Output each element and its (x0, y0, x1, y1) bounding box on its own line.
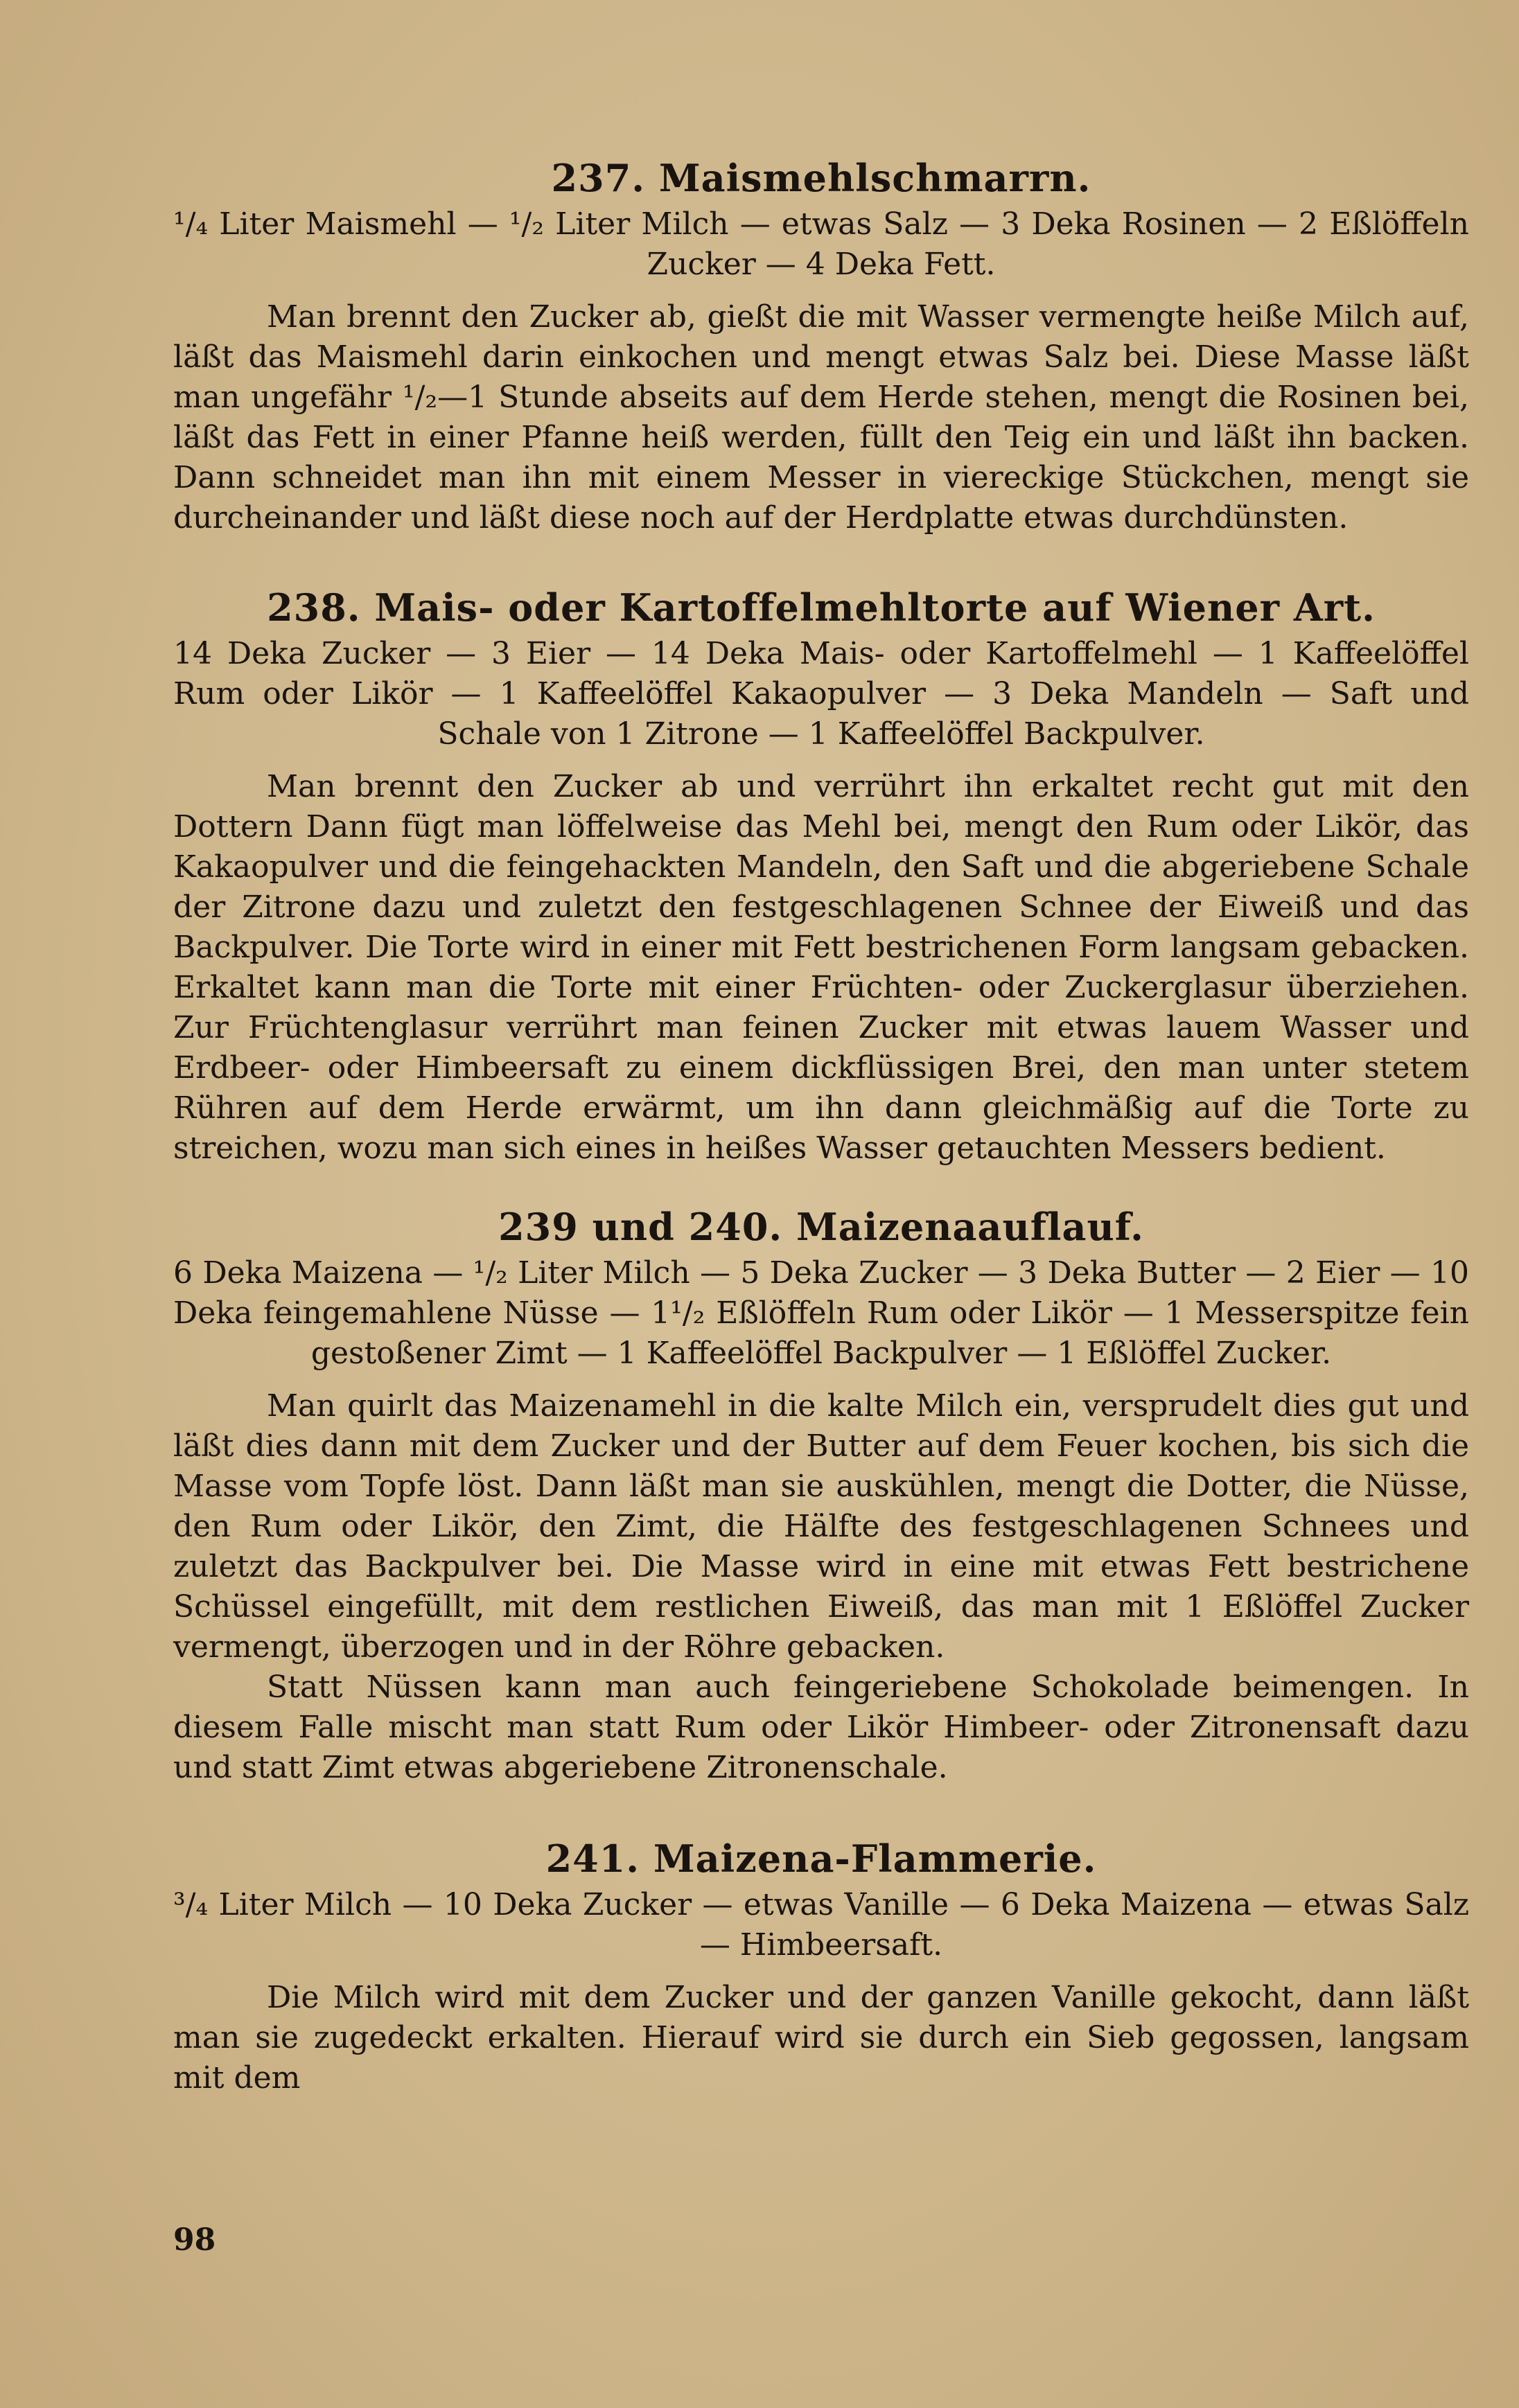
instructions-paragraph: Man quirlt das Maizenamehl in die kalte Milch ein, versprudelt dies gut und läßt dies dann mit dem Zucker und der Butter auf dem Feuer kochen, bis sich die Masse vom Topfe löst. Dann läßt man sie auskühlen, mengt die Dotter, die Nüsse, den Rum oder Likör, den Zimt, die Hälfte des festgeschlagenen Schnees und zuletzt das Backpulver bei. Die Masse wird in eine mit etwas Fett bestrichene Schüssel eingefüllt, mit dem restlichen Eiweiß, das man mit 1 Eßlöffel Zucker vermengt, überzogen und in der Röhre gebacken. (173, 1388, 1469, 1665)
section-spacer (173, 538, 1469, 585)
variation-paragraph: Statt Nüssen kann man auch feingeriebene Schokolade beimengen. In diesem Falle mischt man statt Rum oder Likör Himbeer- oder Zitronensaft dazu und statt Zimt etwas abgeriebene Zitronenschale. (173, 1670, 1469, 1785)
ingredient-list: 14 Deka Zucker — 3 Eier — 14 Deka Mais- oder Kartoffelmehl — 1 Kaffeelöffel Rum oder Likör — 1 Kaffeelöffel Kakaopulver — 3 Deka Mandeln — Saft und Schale von 1 Zitrone — 1 Kaffeelöffel Backpulver. (173, 636, 1469, 752)
instructions-paragraph: Die Milch wird mit dem Zucker und der ganzen Vanille gekocht, dann läßt man sie zugedeckt erkalten. Hierauf wird sie durch ein Sieb gegossen, langsam mit dem (173, 1980, 1469, 2096)
page-number: 98 (173, 2222, 216, 2258)
ingredient-list: ³/₄ Liter Milch — 10 Deka Zucker — etwas Vanille — 6 Deka Maizena — etwas Salz — Himbeersaft. (173, 1887, 1469, 1963)
recipe-title: 239 und 240. Maizenaauflauf. (498, 1205, 1144, 1249)
instructions-paragraph: Man brennt den Zucker ab, gießt die mit Wasser vermengte heiße Milch auf, läßt das Maismehl darin einkochen und mengt etwas Salz bei. Diese Masse läßt man ungefähr ¹/₂—1 Stunde abseits auf dem Herde stehen, mengt die Rosinen bei, läßt das Fett in einer Pfanne heiß werden, füllt den Teig ein und läßt ihn backen. Dann schneidet man ihn mit einem Messer in viereckige Stückchen, mengt sie durcheinander und läßt diese noch auf der Herdplatte etwas durchdünsten. (173, 299, 1469, 535)
recipe-title: 238. Mais- oder Kartoffelmehltorte auf Wiener Art. (267, 585, 1376, 630)
page-content (173, 156, 1469, 2098)
section-spacer (173, 1169, 1469, 1205)
ingredient-list: 6 Deka Maizena — ¹/₂ Liter Milch — 5 Deka Zucker — 3 Deka Butter — 2 Eier — 10 Deka feingemahlene Nüsse — 1¹/₂ Eßlöffeln Rum oder Likör — 1 Messerspitze fein gestoßener Zimt — 1 Kaffeelöffel Backpulver — 1 Eßlöffel Zucker. (173, 1255, 1469, 1371)
instructions-paragraph: Man brennt den Zucker ab und verrührt ihn erkaltet recht gut mit den Dottern Dann fügt man löffelweise das Mehl bei, mengt den Rum oder Likör, das Kakaopulver und die feingehackten Mandeln, den Saft und die abgeriebene Schale der Zitrone dazu und zuletzt den festgeschlagenen Schnee der Eiweiß und das Backpulver. Die Torte wird in einer mit Fett bestrichenen Form langsam gebacken. Erkaltet kann man die Torte mit einer Früchten- oder Zuckerglasur überziehen. Zur Früchtenglasur verrührt man feinen Zucker mit etwas lauem Wasser und Erdbeer- oder Himbeersaft zu einem dickflüssigen Brei, den man unter stetem Rühren auf dem Herde erwärmt, um ihn dann gleichmäßig auf die Torte zu streichen, wozu man sich eines in heißes Wasser getauchten Messers bedient. (173, 769, 1469, 1166)
section-spacer (173, 1788, 1469, 1836)
recipe-title: 241. Maizena-Flammerie. (545, 1836, 1097, 1881)
recipe-237 (173, 156, 1469, 538)
recipe-241 (173, 1836, 1469, 2098)
recipe-title: 237. Maismehlschmarrn. (551, 156, 1091, 200)
recipe-239-240 (173, 1205, 1469, 1788)
ingredient-list: ¹/₄ Liter Maismehl — ¹/₂ Liter Milch — etwas Salz — 3 Deka Rosinen — 2 Eßlöffeln Zucker — 4 Deka Fett. (173, 206, 1469, 282)
recipe-238 (173, 585, 1469, 1169)
